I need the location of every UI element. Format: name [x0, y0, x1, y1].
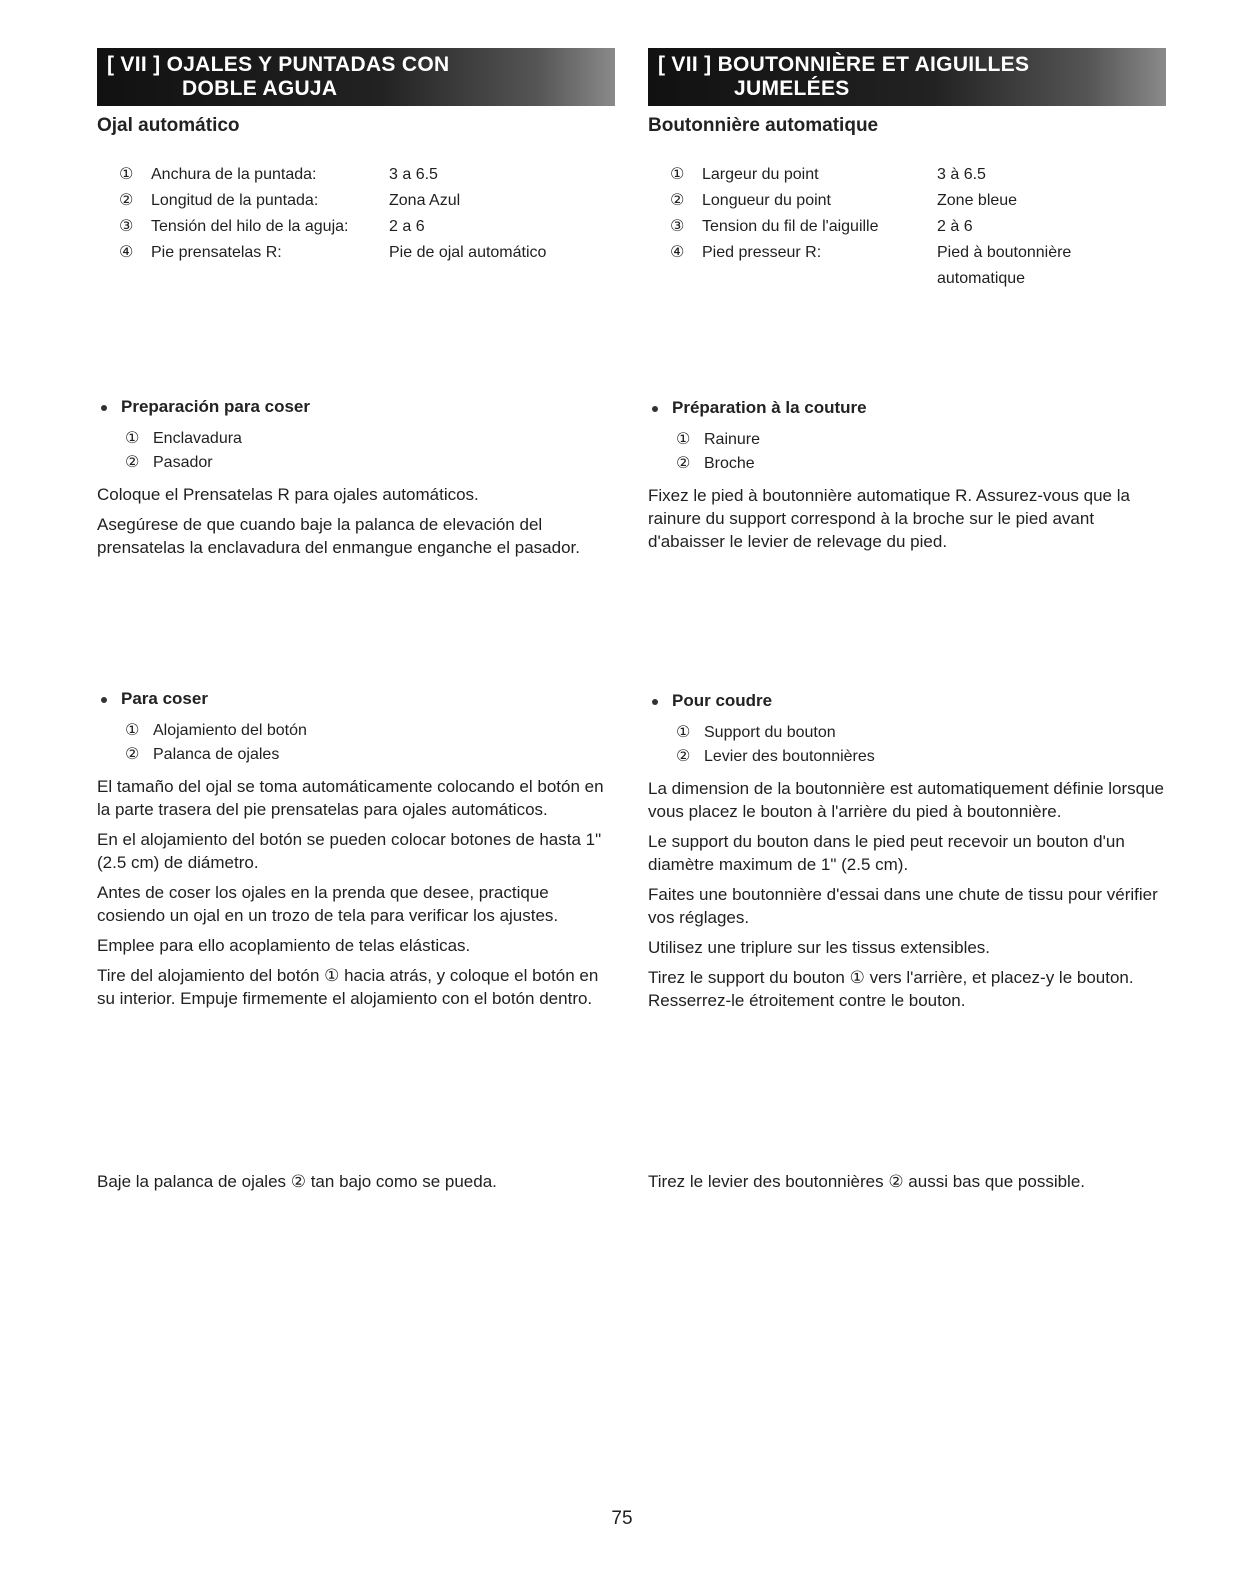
paragraph: Emplee para ello acoplamiento de telas elásticas.: [97, 936, 471, 955]
setting-label: Pie prensatelas R:: [151, 244, 282, 261]
paragraph: Baje la palanca de ojales ② tan bajo como se pueda.: [97, 1172, 497, 1191]
item-label: Enclavadura: [153, 430, 242, 447]
list-item: [125, 743, 617, 767]
paragraph: La dimension de la boutonnière est automatiquement définie lorsque vous placez le bouton à l'arrière du pied à boutonnière.: [648, 779, 1165, 821]
banner-line-2: DOBLE AGUJA: [182, 77, 338, 100]
list-item: [676, 745, 1168, 769]
item-label: Pasador: [153, 454, 213, 471]
final-step-es: [97, 1170, 617, 1200]
section-heading: Préparation à la couture: [648, 398, 1168, 418]
banner-line-1: [ VII ] OJALES Y PUNTADAS CON: [107, 53, 450, 76]
item-label: Levier des boutonnières: [704, 748, 875, 765]
item-label: Rainure: [704, 431, 761, 448]
settings-list-fr: [670, 162, 1137, 292]
paragraph: Fixez le pied à boutonnière automatique R. Assurez-vous que la rainure du support correspond à la broche sur le pied avant d'abaisser le levier de relevage du pied.: [648, 486, 1130, 551]
item-number: ①: [670, 166, 685, 183]
item-number: ①: [676, 431, 691, 448]
paragraph: Tirez le levier des boutonnières ② aussi bas que possible.: [648, 1172, 1086, 1191]
section-heading: Preparación para coser: [97, 397, 617, 417]
item-number: ④: [670, 244, 685, 261]
item-number: ①: [125, 430, 140, 447]
list-item: [125, 427, 617, 451]
item-label: Palanca de ojales: [153, 746, 280, 763]
item-number: ④: [119, 244, 134, 261]
section-heading: Para coser: [97, 689, 617, 709]
setting-label: Longueur du point: [702, 192, 831, 209]
section-banner-es: [97, 48, 615, 106]
paragraph: Antes de coser los ojales en la prenda que desee, practique cosiendo un ojal en un trozo de tela para verificar los ajustes.: [97, 883, 559, 925]
setting-value: Pied à boutonnière automatique: [937, 244, 1072, 287]
settings-row: [670, 214, 1137, 240]
item-number: ①: [676, 724, 691, 741]
paragraph: El tamaño del ojal se toma automáticamente colocando el botón en la parte trasera del pie prensatelas para ojales automáticos.: [97, 777, 604, 819]
setting-value: 3 à 6.5: [937, 166, 986, 183]
setting-value: Zone bleue: [937, 192, 1018, 209]
final-step-fr: [648, 1170, 1168, 1200]
item-number: ①: [125, 722, 140, 739]
item-number: ③: [670, 218, 685, 235]
parts-list: [125, 719, 617, 767]
setting-value: Pie de ojal automático: [389, 244, 547, 261]
list-item: [676, 452, 1168, 476]
settings-row: [119, 162, 589, 188]
setting-label: Pied presseur R:: [702, 244, 822, 261]
section-heading: Pour coudre: [648, 691, 1168, 711]
item-label: Broche: [704, 455, 755, 472]
paragraph: Faites une boutonnière d'essai dans une chute de tissu pour vérifier vos réglages.: [648, 885, 1158, 927]
paragraph: En el alojamiento del botón se pueden colocar botones de hasta 1" (2.5 cm) de diámetro.: [97, 830, 602, 872]
list-item: [125, 719, 617, 743]
item-label: Support du bouton: [704, 724, 836, 741]
paragraph: Utilisez une triplure sur les tissus extensibles.: [648, 938, 991, 957]
setting-value: 2 a 6: [389, 218, 425, 235]
banner-line-2: JUMELÉES: [734, 77, 850, 100]
list-item: [676, 428, 1168, 452]
paragraph: Le support du bouton dans le pied peut recevoir un bouton d'un diamètre maximum de 1" (2.5 cm).: [648, 832, 1125, 874]
page-title-es: Ojal automático: [97, 115, 240, 136]
item-number: ②: [676, 748, 691, 765]
settings-row: [119, 240, 589, 266]
item-number: ②: [125, 746, 140, 763]
page-title-fr: Boutonnière automatique: [648, 115, 879, 136]
setting-label: Tensión del hilo de la aguja:: [151, 218, 349, 235]
settings-row: [670, 162, 1137, 188]
parts-list: [676, 428, 1168, 476]
prep-section-es: [97, 397, 617, 566]
paragraph: Coloque el Prensatelas R para ojales automáticos.: [97, 485, 479, 504]
settings-row: [119, 188, 589, 214]
paragraph: Tire del alojamiento del botón ① hacia atrás, y coloque el botón en su interior. Empuje firmemente el alojamiento con el botón dentro.: [97, 966, 599, 1008]
section-banner-fr: [648, 48, 1166, 106]
settings-list-es: [119, 162, 589, 266]
setting-label: Anchura de la puntada:: [151, 166, 317, 183]
setting-value: Zona Azul: [389, 192, 461, 209]
item-number: ②: [670, 192, 685, 209]
item-number: ②: [125, 454, 140, 471]
parts-list: [125, 427, 617, 475]
settings-row: [670, 240, 1137, 292]
settings-row: [670, 188, 1137, 214]
parts-list: [676, 721, 1168, 769]
page-number: 75: [611, 1508, 633, 1529]
list-item: [125, 451, 617, 475]
item-number: ③: [119, 218, 134, 235]
item-number: ②: [676, 455, 691, 472]
paragraph: Asegúrese de que cuando baje la palanca de elevación del prensatelas la enclavadura del enmangue enganche el pasador.: [97, 515, 580, 557]
setting-label: Largeur du point: [702, 166, 819, 183]
item-number: ①: [119, 166, 134, 183]
paragraph: Tirez le support du bouton ① vers l'arrière, et placez-y le bouton. Resserrez-le étroitement contre le bouton.: [648, 968, 1134, 1010]
sew-section-es: [97, 689, 617, 1017]
item-number: ②: [119, 192, 134, 209]
settings-row: [119, 214, 589, 240]
item-label: Alojamiento del botón: [153, 722, 307, 739]
banner-line-1: [ VII ] BOUTONNIÈRE ET AIGUILLES: [658, 53, 1030, 76]
setting-value: 3 a 6.5: [389, 166, 438, 183]
setting-value: 2 à 6: [937, 218, 973, 235]
prep-section-fr: [648, 398, 1168, 560]
setting-label: Tension du fil de l'aiguille: [702, 218, 879, 235]
list-item: [676, 721, 1168, 745]
sew-section-fr: [648, 691, 1168, 1019]
setting-label: Longitud de la puntada:: [151, 192, 319, 209]
